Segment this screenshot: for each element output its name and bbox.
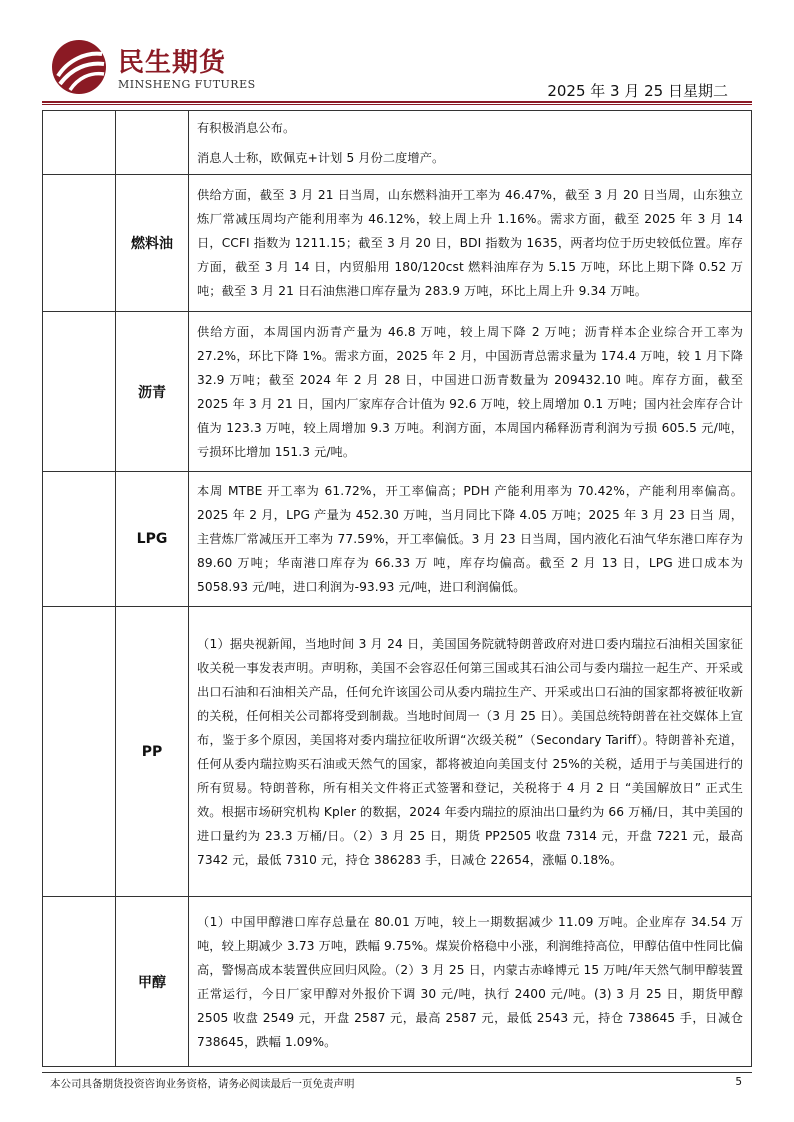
row-content (189, 175, 752, 312)
footer-disclaimer: 本公司具备期货投资咨询业务资格，请务必阅读最后一页免责声明 (50, 1078, 355, 1090)
blank-cell (43, 111, 116, 175)
table-row (43, 897, 752, 1067)
blank-cell (43, 607, 116, 897)
row-content (189, 897, 752, 1067)
paragraph: 有积极消息公布。 (197, 120, 296, 135)
page-number: 5 (735, 1076, 742, 1088)
table-row (43, 175, 752, 312)
row-label: 燃料油 (116, 175, 189, 312)
table-row (43, 111, 752, 175)
paragraph: 本周 MTBE 开工率为 61.72%，开工率偏高；PDH 产能利用率为 70.42%，产能利用率偏高。 2025 年 2 月，LPG 产量为 452.30 万吨，当月同比下降 4.05 万吨；2025 年 3 月 23 日当 周，主营炼厂常减压开工率为 77.59%，开工率偏低。3 月 23 日当周，国内液化石油气华东港口库存为 89.60 万吨；华南港口库存为 66.33 万 吨，库存均偏高。截至 2 月 13 日，LPG 进口成本为 5058.93 元/吨，进口利润为-93.93 元/吨，进口利润偏低。 (197, 484, 743, 594)
brand-name-cn: 民生期货 (118, 48, 227, 78)
paragraph: 消息人士称，欧佩克+计划 5 月份二度增产。 (197, 150, 445, 165)
paragraph: 供给方面，本周国内沥青产量为 46.8 万吨，较上周下降 2 万吨；沥青样本企业综合开工率为 27.2%，环比下降 1%。需求方面，2025 年 2 月，中国沥青总需求量为 174.4 万吨，较 1 月下降 32.9 万吨；截至 2024 年 2 月 28 日，中国进口沥青数量为 209432.10 吨。库存方面，截至 2025 年 3 月 21 日，国内厂家库存合计值为 92.6 万吨，较上周增加 0.1 万吨；国内社会库存合计值为 123.3 万吨，较上周增加 9.3 万吨。利润方面，本周国内稀释沥青利润为亏损 605.5 元/吨，亏损环比增加 151.3 元/吨。 (197, 324, 743, 459)
blank-cell (43, 312, 116, 472)
row-label: PP (116, 607, 189, 897)
blank-cell (43, 897, 116, 1067)
table-row (43, 607, 752, 897)
row-content (189, 607, 752, 897)
report-date: 2025 年 3 月 25 日星期二 (547, 82, 728, 100)
header-rule-thin (42, 104, 752, 105)
header-rule (42, 101, 752, 103)
row-label: 沥青 (116, 312, 189, 472)
blank-cell (43, 472, 116, 607)
paragraph: （1）中国甲醇港口库存总量在 80.01 万吨，较上一期数据减少 11.09 万吨。企业库存 34.54 万吨，较上期减少 3.73 万吨，跌幅 9.75%。煤炭价格稳中小涨，利润维持高位，甲醇估值中性同比偏高，警惕高成本装置供应回归风险。（2）3 月 25 日，内蒙古赤峰博元 15 万吨/年天然气制甲醇装置正常运行，今日厂家甲醇对外报价下调 30 元/吨，执行 2400 元/吨。(3) 3 月 25 日，期货甲醇 2505 收盘 2549 元，开盘 2587 元，最高 2587 元，最低 2543 元，持仓 738645 手，日减仓 738645，跌幅 1.09%。 (197, 914, 743, 1049)
row-content (189, 312, 752, 472)
table-row (43, 472, 752, 607)
commodity-table (42, 110, 752, 1067)
table-row (43, 312, 752, 472)
row-content (189, 111, 752, 175)
paragraph: （1）据央视新闻，当地时间 3 月 24 日，美国国务院就特朗普政府对进口委内瑞拉石油相关国家征收关税一事发表声明。声明称，美国不会容忍任何第三国或其石油公司与委内瑞拉一起生产、开采或出口石油和石油相关产品，任何允许该国公司从委内瑞拉生产、开采或出口石油的国家都将被征收新的关税，任何相关公司都将受到制裁。当地时间周一（3 月 25 日）。美国总统特朗普在社交媒体上宣布，鉴于多个原因，美国将对委内瑞拉征收所谓“次级关税”（Secondary Tariff）。特朗普补充道，任何从委内瑞拉购买石油或天然气的国家，都将被迫向美国支付 25%的关税，适用于与美国进行的所有贸易。特朗普称，所有相关文件将正式签署和登记，关税将于 4 月 2 日 “美国解放日” 正式生效。根据市场研究机构 Kpler 的数据，2024 年委内瑞拉的原油出口量约为 66 万桶/日，其中美国的进口量约为 23.3 万桶/日。（2）3 月 25 日，期货 PP2505 收盘 7314 元，开盘 7221 元，最高 7342 元，最低 7310 元，持仓 386283 手，日减仓 22654，涨幅 0.18%。 (197, 636, 743, 867)
row-label (116, 111, 189, 175)
row-content (189, 472, 752, 607)
brand-name-en: MINSHENG FUTURES (118, 78, 256, 91)
page-header (0, 0, 794, 106)
row-label: LPG (116, 472, 189, 607)
minsheng-logo-icon (50, 38, 108, 96)
blank-cell (43, 175, 116, 312)
footer-rule (42, 1072, 752, 1073)
row-label: 甲醇 (116, 897, 189, 1067)
paragraph: 供给方面，截至 3 月 21 日当周，山东燃料油开工率为 46.47%，截至 3 月 20 日当周，山东独立炼厂常减压周均产能利用率为 46.12%，较上周上升 1.16%。需求方面，截至 2025 年 3 月 14 日，CCFI 指数为 1211.15；截至 3 月 20 日，BDI 指数为 1635，两者均位于历史较低位置。库存方面，截至 3 月 14 日，内贸船用 180/120cst 燃料油库存为 5.15 万吨，环比上期下降 0.52 万吨；截至 3 月 21 日石油焦港口库存量为 283.9 万吨，环比上周上升 9.34 万吨。 (197, 188, 743, 298)
